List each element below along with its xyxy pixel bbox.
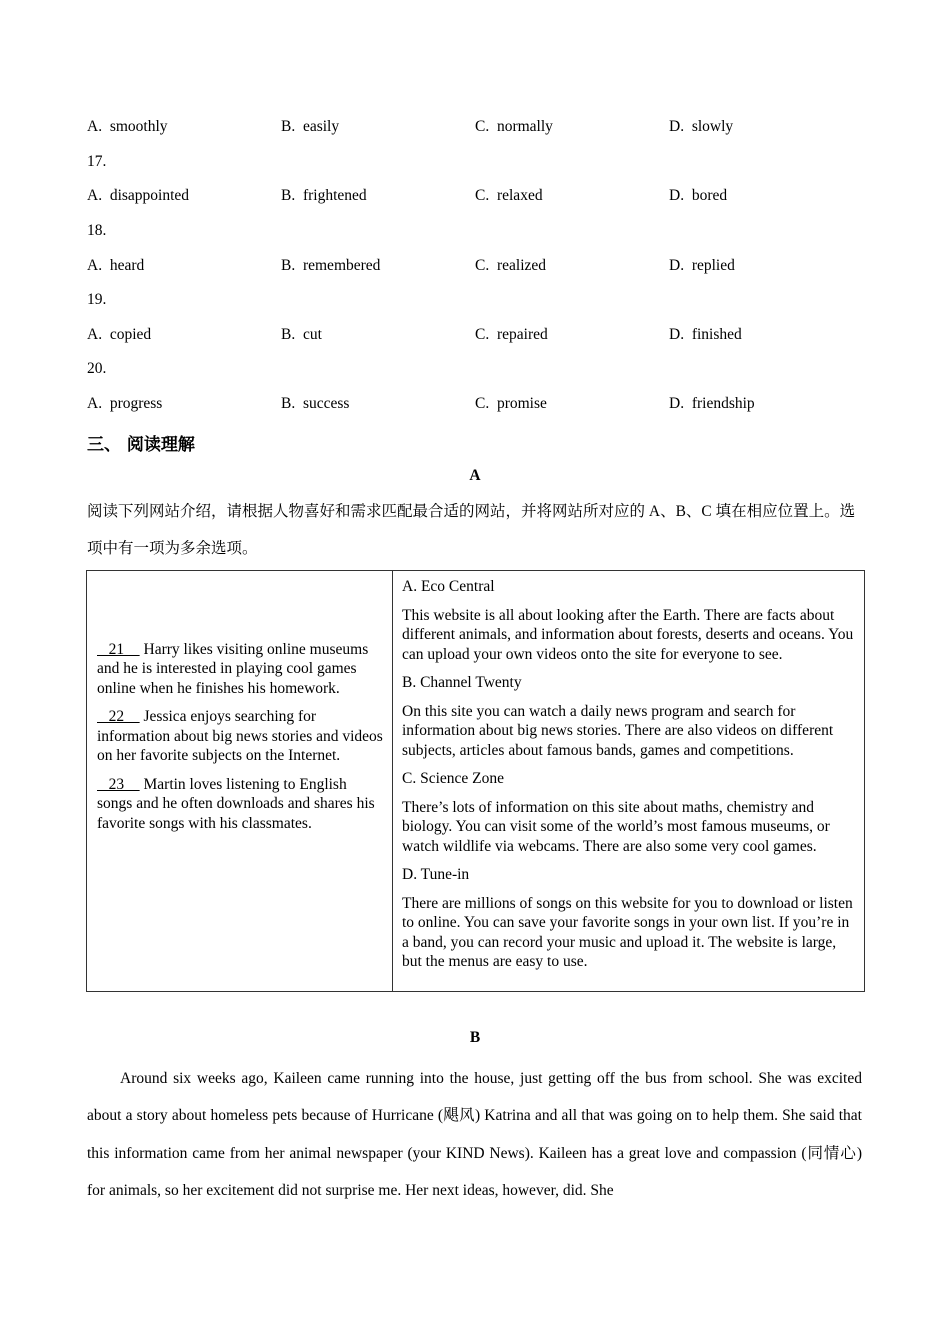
question-number: 19.: [87, 291, 107, 308]
question-20-options: [87, 395, 887, 415]
website-title: D. Tune-in: [402, 866, 470, 883]
question-number: 17.: [87, 153, 107, 170]
person-text: Harry likes visiting online museums and he is interested in playing cool games online when he finishes his homework.: [97, 640, 369, 697]
option-a[interactable]: A. smoothly: [87, 118, 168, 135]
option-b[interactable]: B. success: [281, 395, 350, 412]
option-a[interactable]: A. copied: [87, 326, 152, 343]
people-column: [87, 571, 393, 992]
part-b-heading: B: [469, 1029, 481, 1046]
website-desc: There’s lots of information on this site about maths, chemistry and biology. You can visit some of the world’s most famous museums, or watch wildlife via webcams. There are also some very cool games.: [402, 798, 830, 855]
website-title: B. Channel Twenty: [402, 674, 522, 691]
person-text: Martin loves listening to English songs and he often downloads and shares his favorite songs with his classmates.: [97, 775, 375, 832]
option-b[interactable]: B. remembered: [281, 257, 381, 274]
option-a[interactable]: A. heard: [87, 257, 145, 274]
option-c[interactable]: C. repaired: [475, 326, 548, 343]
websites-column: [393, 571, 865, 992]
website-desc: There are millions of songs on this website for you to download or listen to online. You can save your favorite songs in your own list. If you’re in a band, you can record your music and upload it. The website is large, but the menus are easy to use.: [402, 894, 853, 970]
person-item: [97, 707, 384, 766]
question-19-options: [87, 326, 887, 346]
option-a[interactable]: A. progress: [87, 395, 163, 412]
question-16-options: [87, 118, 887, 138]
option-d[interactable]: D. finished: [669, 326, 742, 343]
option-b[interactable]: B. frightened: [281, 187, 367, 204]
option-c[interactable]: C. normally: [475, 118, 553, 135]
option-a[interactable]: A. disappointed: [87, 187, 190, 204]
question-number: 18.: [87, 222, 107, 239]
option-c[interactable]: C. realized: [475, 257, 547, 274]
person-item: [97, 640, 384, 699]
part-b-paragraph: Around six weeks ago, Kaileen came running into the house, just getting off the bus from school. She was excited about a story about homeless pets because of Hurricane (飓风) Katrina and all that was going on to help them. She said that this information came from her animal newspaper (your KIND News). Kaileen has a great love and compassion (同情心) for animals, so her excitement did not surprise me. Her next ideas, however, did. She: [87, 1070, 862, 1199]
option-c[interactable]: C. relaxed: [475, 187, 543, 204]
answer-blank[interactable]: 23: [97, 775, 140, 793]
matching-table: [86, 570, 865, 992]
option-c[interactable]: C. promise: [475, 395, 547, 412]
website-desc: On this site you can watch a daily news program and search for information about big news stories. There are also videos on different subjects, articles about famous bands, games and competitions.: [402, 702, 834, 759]
answer-blank[interactable]: 21: [97, 640, 140, 658]
option-d[interactable]: D. bored: [669, 187, 728, 204]
option-b[interactable]: B. easily: [281, 118, 340, 135]
option-d[interactable]: D. friendship: [669, 395, 755, 412]
website-title: C. Science Zone: [402, 770, 505, 787]
person-text: Jessica enjoys searching for information about big news stories and videos on her favorite subjects on the Internet.: [97, 708, 383, 764]
website-desc: This website is all about looking after the Earth. There are facts about different animals, and information about forests, deserts and oceans. You can upload your own videos onto the site for everyone to see.: [402, 606, 854, 663]
person-item: [97, 775, 384, 834]
question-number: 20.: [87, 360, 107, 377]
website-title: A. Eco Central: [402, 578, 495, 595]
section-title: 三、 阅读理解: [87, 435, 195, 455]
option-d[interactable]: D. replied: [669, 257, 735, 274]
option-d[interactable]: D. slowly: [669, 118, 734, 135]
answer-blank[interactable]: 22: [97, 708, 140, 725]
question-17-options: [87, 187, 887, 207]
part-a-heading: A: [469, 467, 481, 484]
question-18-options: [87, 257, 887, 277]
option-b[interactable]: B. cut: [281, 326, 322, 343]
part-a-instruction: 阅读下列网站介绍，请根据人物喜好和需求匹配最合适的网站，并将网站所对应的 A、B、C 填在相应位置上。选项中有一项为多余选项。: [87, 503, 856, 557]
